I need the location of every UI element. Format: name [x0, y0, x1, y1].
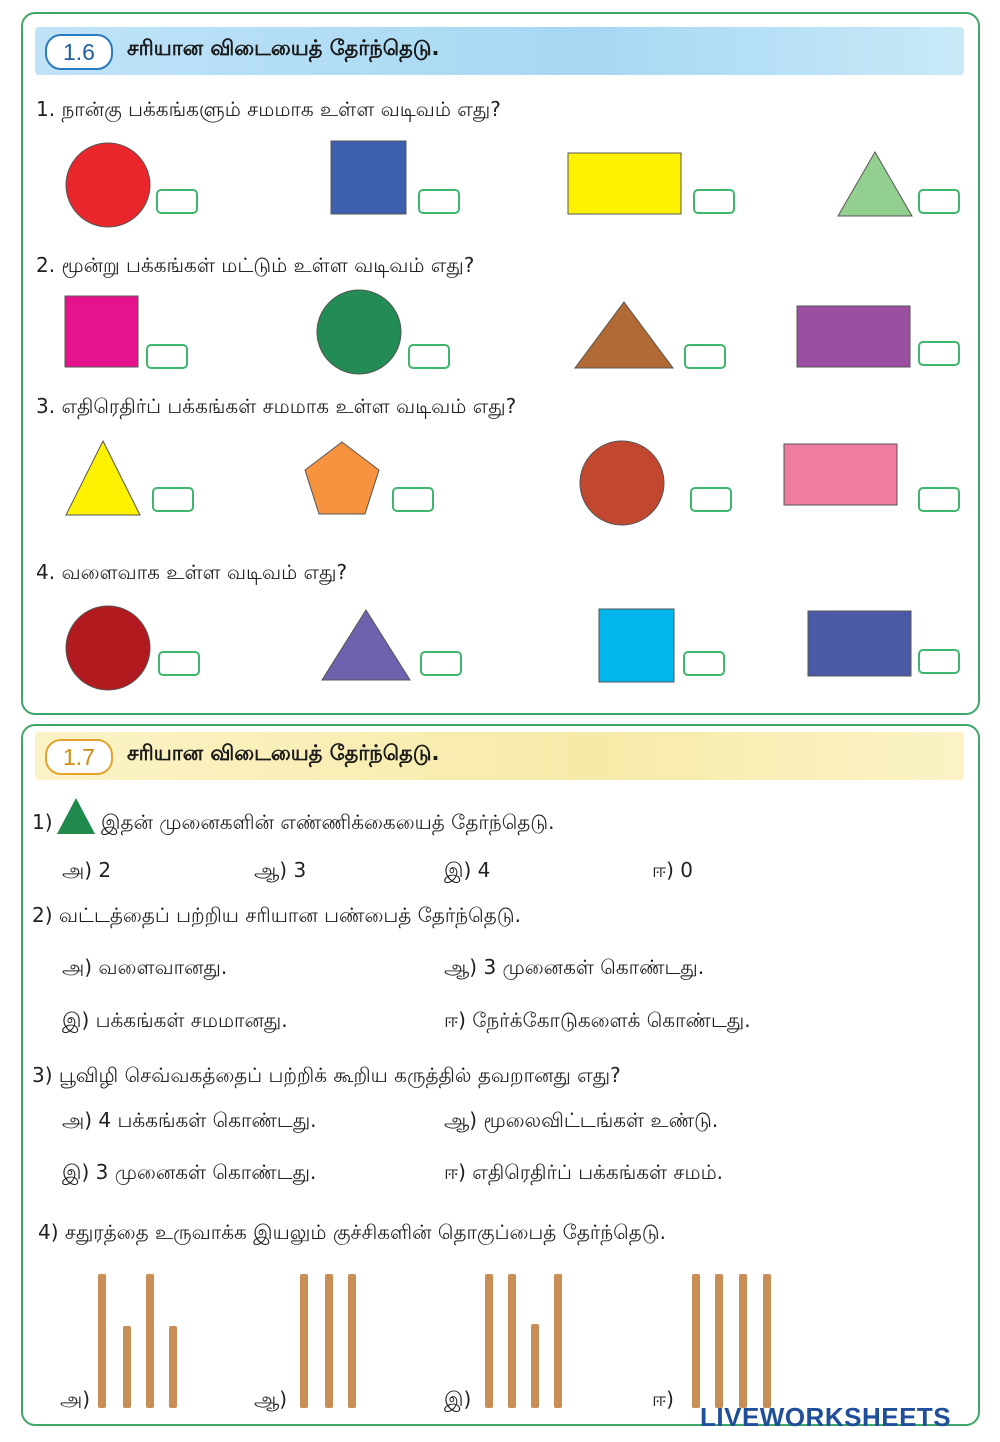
option-i[interactable]: இ) 3 முனைகள் கொண்டது. [62, 1160, 317, 1184]
section-header [35, 732, 964, 780]
answer-box[interactable] [683, 651, 725, 676]
answer-box[interactable] [918, 189, 960, 214]
option-a[interactable]: அ) வளைவானது. [62, 955, 228, 979]
question-1-6-3: 3. எதிரெதிர்ப் பக்கங்கள் சமமாக உள்ள வடிவம் எது? [36, 394, 517, 418]
square-magenta-shape [64, 295, 140, 369]
rectangle-yellow-shape [567, 152, 683, 216]
answer-box[interactable] [392, 487, 434, 512]
option-i[interactable]: இ) [444, 1387, 472, 1411]
question-1-6-4: 4. வளைவாக உள்ள வடிவம் எது? [36, 560, 348, 584]
triangle-green-shape [836, 150, 914, 218]
section-badge: 1.6 [45, 34, 113, 70]
option-aa[interactable]: ஆ) 3 முனைகள் கொண்டது. [444, 955, 705, 979]
triangle-violet-shape [320, 608, 412, 682]
watermark-text: LIVEWORKSHEETS [700, 1402, 952, 1432]
sticks-group-ii-image [686, 1270, 786, 1410]
option-a[interactable]: அ) [60, 1387, 91, 1411]
question-1-7-1-number: 1) [32, 810, 53, 834]
option-i[interactable]: இ) 4 [444, 858, 491, 882]
answer-box[interactable] [158, 651, 200, 676]
triangle-yellow-shape [64, 439, 142, 517]
option-a[interactable]: அ) 2 [62, 858, 112, 882]
rectangle-purple-shape [796, 305, 912, 369]
circle-green-shape [315, 288, 403, 376]
square-blue-shape [330, 140, 408, 216]
rectangle-pink-shape [783, 443, 899, 507]
answer-box[interactable] [918, 341, 960, 366]
answer-box[interactable] [156, 189, 198, 214]
answer-box[interactable] [146, 344, 188, 369]
answer-box[interactable] [690, 487, 732, 512]
section-title: சரியான விடையைத் தேர்ந்தெடு. [127, 741, 440, 765]
question-1-7-2: 2) வட்டத்தைப் பற்றிய சரியான பண்பைத் தேர்ந்தெடு. [32, 903, 521, 927]
sticks-group-i-image [477, 1270, 577, 1410]
option-aa[interactable]: ஆ) 3 [254, 858, 307, 882]
question-1-6-1: 1. நான்கு பக்கங்களும் சமமாக உள்ள வடிவம் எது? [36, 97, 501, 121]
question-1-6-2: 2. மூன்று பக்கங்கள் மட்டும் உள்ள வடிவம் எது? [36, 253, 475, 277]
answer-box[interactable] [684, 344, 726, 369]
circle-darkred-shape [64, 604, 152, 692]
answer-box[interactable] [918, 487, 960, 512]
triangle-brown-shape [573, 300, 675, 370]
option-ii[interactable]: ஈ) 0 [652, 858, 693, 882]
section-header [35, 27, 964, 75]
answer-box[interactable] [418, 189, 460, 214]
circle-rust-shape [578, 439, 666, 527]
triangle-green-small-icon [55, 796, 97, 836]
answer-box[interactable] [693, 189, 735, 214]
option-a[interactable]: அ) 4 பக்கங்கள் கொண்டது. [62, 1108, 317, 1132]
answer-box[interactable] [152, 487, 194, 512]
rectangle-navy-shape [807, 610, 913, 678]
question-1-7-4: 4) சதுரத்தை உருவாக்க இயலும் குச்சிகளின் தொகுப்பைத் தேர்ந்தெடு. [38, 1220, 666, 1244]
option-ii[interactable]: ஈ) எதிரெதிர்ப் பக்கங்கள் சமம். [444, 1160, 724, 1184]
pentagon-orange-shape [303, 440, 381, 516]
answer-box[interactable] [408, 344, 450, 369]
sticks-group-a-image [90, 1270, 190, 1410]
answer-box[interactable] [420, 651, 462, 676]
option-i[interactable]: இ) பக்கங்கள் சமமானது. [62, 1008, 288, 1032]
liveworksheets-logo [700, 1402, 951, 1433]
sticks-group-aa-image [292, 1270, 372, 1410]
square-cyan-shape [598, 608, 676, 684]
option-ii[interactable]: ஈ) நேர்க்கோடுகளைக் கொண்டது. [444, 1008, 751, 1032]
section-title: சரியான விடையைத் தேர்ந்தெடு. [127, 36, 440, 60]
option-ii[interactable]: ஈ) [652, 1387, 674, 1411]
answer-box[interactable] [918, 649, 960, 674]
question-1-7-3: 3) பூவிழி செவ்வகத்தைப் பற்றிக் கூறிய கருத்தில் தவறானது எது? [32, 1063, 621, 1087]
option-aa[interactable]: ஆ) [254, 1387, 288, 1411]
question-1-7-1-text: இதன் முனைகளின் எண்ணிக்கையைத் தேர்ந்தெடு. [101, 810, 555, 834]
circle-red-shape [64, 141, 152, 229]
section-badge: 1.7 [45, 739, 113, 775]
option-aa[interactable]: ஆ) மூலைவிட்டங்கள் உண்டு. [444, 1108, 719, 1132]
